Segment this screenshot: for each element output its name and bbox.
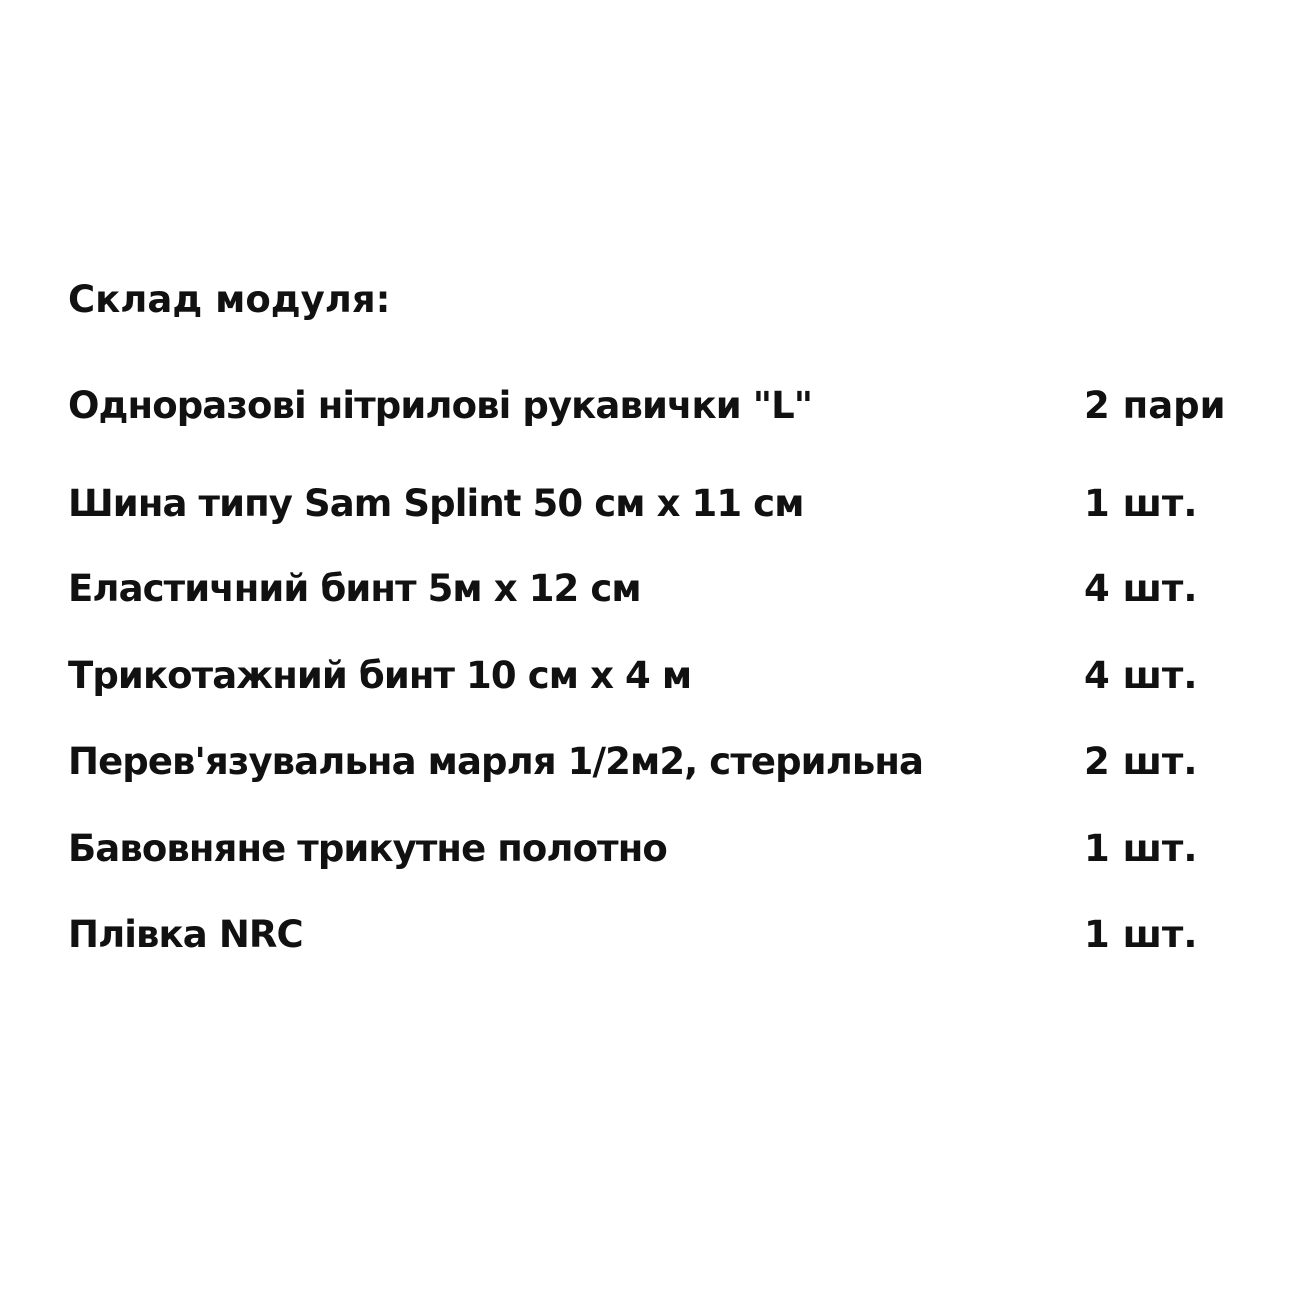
item-name: Бавовняне трикутне полотно [68,827,667,870]
module-contents-heading: Склад модуля: [68,278,391,321]
item-name: Перев'язувальна марля 1/2м2, стерильна [68,740,924,783]
item-name: Шина типу Sam Splint 50 см х 11 см [68,482,804,525]
item-name: Плівка NRC [68,913,303,956]
item-quantity: 2 шт. [1084,740,1198,783]
list-item [68,652,1268,700]
list-item [68,825,1268,873]
item-name: Еластичний бинт 5м х 12 см [68,567,641,610]
item-quantity: 1 шт. [1084,913,1198,956]
item-quantity: 2 пари [1084,384,1226,427]
item-name: Одноразові нітрилові рукавички "L" [68,384,813,427]
list-item [68,911,1268,959]
item-name: Трикотажний бинт 10 см х 4 м [68,654,692,697]
list-item [68,382,1268,430]
item-quantity: 1 шт. [1084,482,1198,525]
item-quantity: 4 шт. [1084,654,1198,697]
item-quantity: 1 шт. [1084,827,1198,870]
item-quantity: 4 шт. [1084,567,1198,610]
list-item [68,738,1268,786]
list-item [68,565,1268,613]
list-item [68,480,1268,528]
